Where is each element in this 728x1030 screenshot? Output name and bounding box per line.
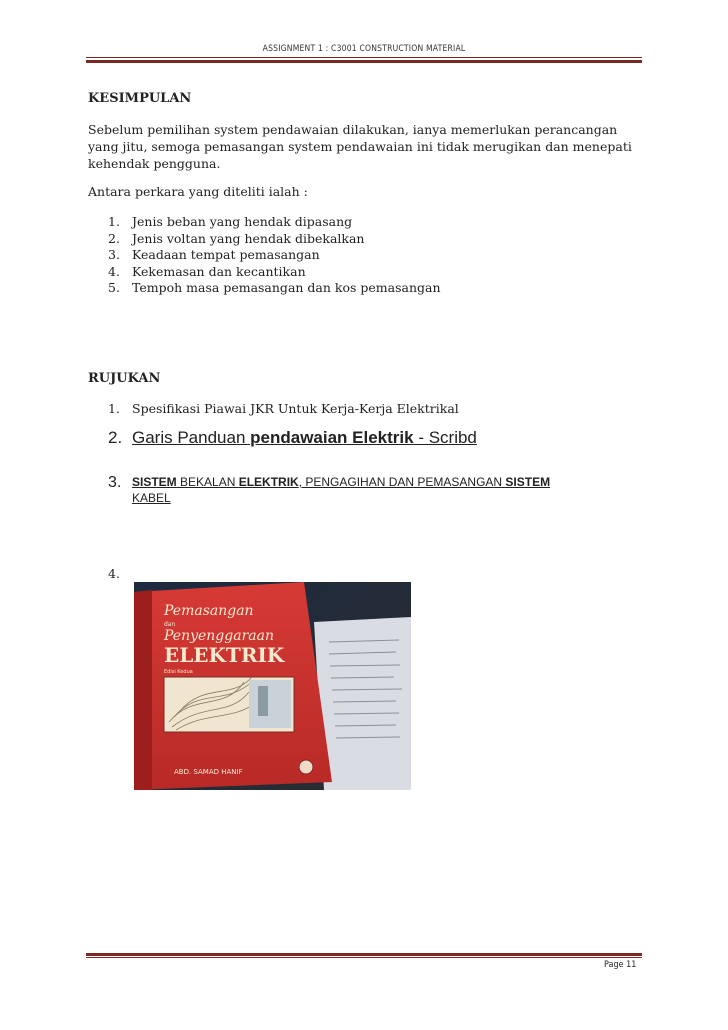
reference-link-3[interactable]: SISTEM BEKALAN ELEKTRIK, PENGAGIHAN DAN PEMASANGAN SISTEM KABEL bbox=[132, 475, 551, 505]
book-author: ABD. SAMAD HANIF bbox=[174, 768, 243, 776]
book-edition: Edisi Kedua bbox=[164, 669, 193, 675]
page-number: Page 11 bbox=[604, 960, 637, 970]
footer-rule-thin bbox=[86, 957, 642, 958]
kesimpulan-heading: KESIMPULAN bbox=[88, 91, 192, 106]
kesimpulan-list bbox=[108, 214, 441, 297]
para-line: kehendak pengguna. bbox=[88, 156, 221, 171]
header-rule-thick bbox=[86, 60, 642, 63]
book-title-line: dan bbox=[164, 621, 176, 628]
reference-item-4: 4. bbox=[108, 566, 120, 581]
reference-item-3[interactable]: 3. SISTEM BEKALAN ELEKTRIK, PENGAGIHAN DAN PEMASANGAN SISTEM KABEL bbox=[108, 474, 612, 506]
book-title-line: Penyenggaraan bbox=[164, 628, 274, 644]
list-item: 3. Keadaan tempat pemasangan bbox=[108, 247, 320, 262]
book-photo bbox=[134, 582, 411, 790]
footer-rule-thick bbox=[86, 953, 642, 956]
list-item: 1. Jenis beban yang hendak dipasang bbox=[108, 214, 353, 229]
book-title-line: Pemasangan bbox=[164, 603, 254, 619]
reference-item-2[interactable]: 2. Garis Panduan pendawaian Elektrik - Scribd bbox=[108, 428, 477, 447]
header-rule-thin bbox=[86, 57, 642, 58]
reference-link-2[interactable]: Garis Panduan pendawaian Elektrik - Scribd bbox=[132, 428, 477, 447]
list-item: 4. Kekemasan dan kecantikan bbox=[108, 263, 306, 279]
book-title-line: ELEKTRIK bbox=[164, 643, 285, 667]
list-item: 2. Jenis voltan yang hendak dibekalkan bbox=[108, 230, 365, 246]
list-item: 5. Tempoh masa pemasangan dan kos pemasangan bbox=[108, 280, 441, 295]
kesimpulan-intro: Antara perkara yang diteliti ialah : bbox=[88, 184, 308, 199]
reference-item-1: 1. Spesifikasi Piawai JKR Untuk Kerja-Kerja Elektrikal bbox=[108, 401, 459, 416]
kesimpulan-paragraph bbox=[88, 121, 638, 172]
para-line: Sebelum pemilihan system pendawaian dilakukan, ianya memerlukan perancangan bbox=[88, 122, 618, 137]
rujukan-heading: RUJUKAN bbox=[88, 371, 161, 386]
header-title: ASSIGNMENT 1 : C3001 CONSTRUCTION MATERIAL bbox=[262, 44, 466, 54]
para-line: yang jitu, semoga pemasangan system pendawaian ini tidak merugikan dan menepati bbox=[88, 139, 632, 154]
